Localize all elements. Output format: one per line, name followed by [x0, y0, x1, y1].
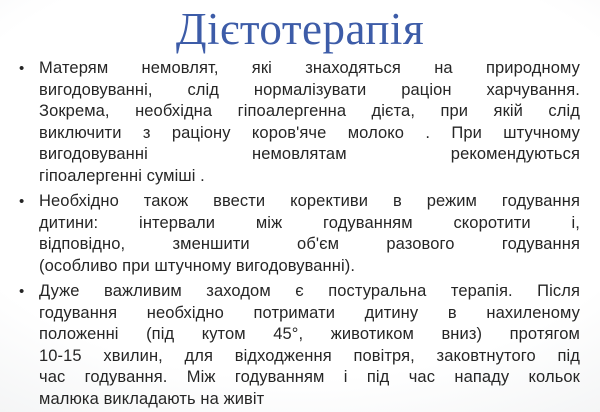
text-line: (особливо при штучному вигодовуванні).	[39, 256, 356, 275]
text-line: виключити з раціону коров'яче молоко . При штучному	[39, 123, 580, 142]
text-line: Зокрема, необхідна гіпоалергенна дієта, при якій слід	[39, 102, 580, 120]
text-line: вигодовуванні немовлятам рекомендуються	[39, 145, 580, 163]
text-line: малюка викладають на живіт	[39, 389, 265, 408]
text-line: гіпоалергенні суміші .	[39, 166, 205, 185]
slide-title: Дієтотерапія	[175, 4, 425, 54]
bullet-text	[39, 281, 580, 410]
bullet-item	[16, 281, 580, 410]
text-line: дитини: інтервали між годуванням скоротити і,	[39, 213, 580, 232]
bullet-list	[0, 56, 600, 410]
text-line: час годування. Між годуванням і під час нападу кольок	[39, 368, 580, 386]
bullet-text	[39, 191, 580, 277]
text-line: Необхідно також ввести корективи в режим годування	[39, 192, 580, 210]
bullet-text	[39, 58, 580, 187]
bullet-icon: •	[19, 283, 25, 300]
text-line: положенні (під кутом 45°, животиком вниз) протягом	[39, 325, 580, 343]
bullet-icon: •	[19, 60, 25, 77]
text-line: 10-15 хвилин, для відходження повітря, заковтнутого під	[39, 346, 580, 365]
bullet-item	[16, 191, 580, 277]
text-line: Матерям немовлят, які знаходяться на природному	[39, 59, 580, 77]
text-line: відповідно, зменшити об'єм разового годування	[39, 235, 580, 253]
text-line: Дуже важливим заходом є постуральна терапія. Після	[39, 282, 580, 300]
bullet-icon: •	[19, 193, 25, 210]
text-line: годування необхідно потримати дитину в нахиленому	[39, 303, 580, 322]
bullet-item	[16, 58, 580, 187]
text-line: вигодовуванні, слід нормалізувати раціон харчування.	[39, 80, 580, 99]
